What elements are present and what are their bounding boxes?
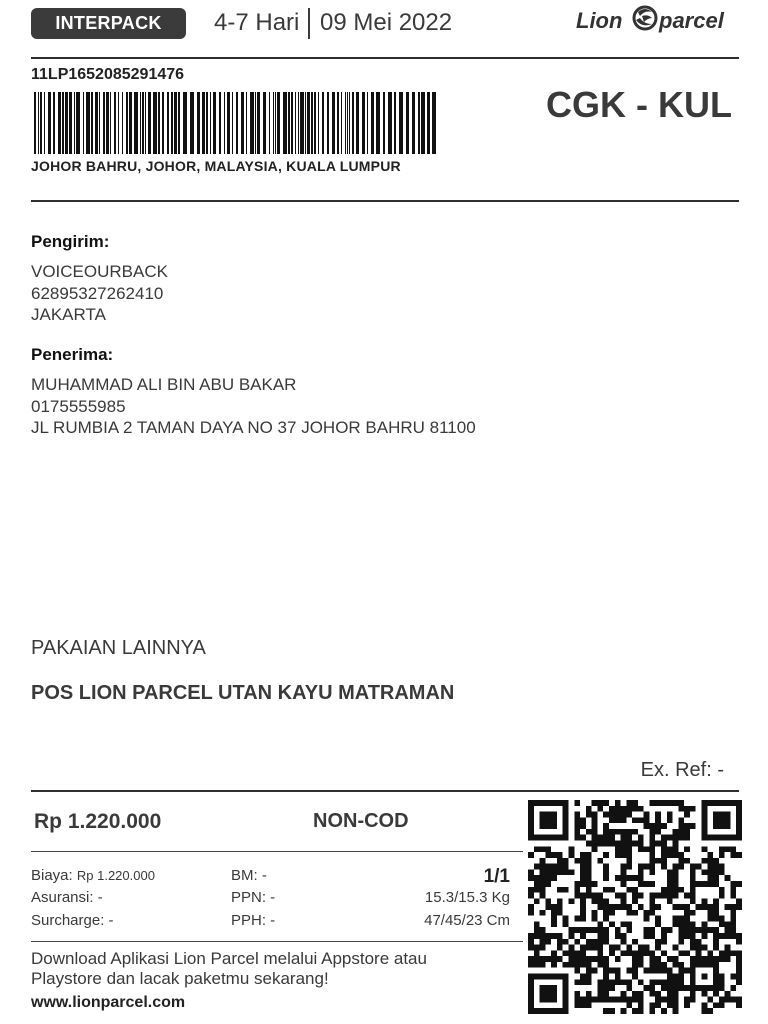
biaya-row	[31, 867, 155, 884]
biaya-label: Biaya:	[31, 867, 73, 884]
sender-block	[31, 261, 168, 326]
pph: PPH: -	[231, 912, 276, 929]
dimensions: 47/45/23 Cm	[424, 912, 510, 929]
recipient-label: Penerima:	[31, 345, 114, 364]
summary-rule	[31, 790, 739, 792]
delivery-eta: 4-7 Hari	[214, 9, 300, 36]
sender-city: JAKARTA	[31, 305, 106, 324]
svg-text:Lion: Lion	[576, 8, 623, 33]
total-price: Rp 1.220.000	[34, 810, 162, 833]
lion-parcel-logo	[576, 4, 744, 36]
sender-name: VOICEOURBACK	[31, 262, 168, 281]
header-rule	[31, 57, 739, 59]
lion-mane-icon	[634, 7, 656, 29]
header-divider	[308, 8, 310, 39]
destination-city: JOHOR BAHRU, JOHOR, MALAYSIA, KUALA LUMPUR	[31, 158, 401, 174]
footer-rule	[31, 941, 523, 942]
awb-barcode	[34, 92, 438, 154]
recipient-block	[31, 374, 476, 439]
app-download-message: Download Aplikasi Lion Parcel melalui Appstore atau Playstore dan lacak paketmu sekarang!	[31, 949, 427, 988]
website-link[interactable]: www.lionparcel.com	[31, 994, 186, 1011]
biaya-value: Rp 1.220.000	[76, 868, 155, 883]
cod-status: NON-COD	[313, 810, 409, 832]
sender-label: Pengirim:	[31, 232, 110, 251]
surcharge: Surcharge: -	[31, 912, 114, 929]
recipient-name: MUHAMMAD ALI BIN ABU BAKAR	[31, 375, 297, 394]
price-rule	[31, 851, 523, 852]
awb-number: 11LP1652085291476	[31, 66, 185, 83]
origin-pos: POS LION PARCEL UTAN KAYU MATRAMAN	[31, 682, 455, 704]
piece-count: 1/1	[483, 866, 510, 887]
recipient-address: JL RUMBIA 2 TAMAN DAYA NO 37 JOHOR BAHRU 81100	[31, 418, 476, 437]
bea-masuk: BM: -	[231, 867, 267, 884]
svg-text:parcel: parcel	[659, 8, 724, 33]
sender-phone: 62895327262410	[31, 283, 164, 303]
section-rule	[31, 200, 739, 202]
external-reference: Ex. Ref: -	[640, 759, 724, 781]
recipient-phone: 0175555985	[31, 396, 126, 416]
goods-category: PAKAIAN LAINNYA	[31, 637, 206, 659]
qr-code	[528, 800, 742, 1014]
ppn: PPN: -	[231, 889, 276, 906]
weight: 15.3/15.3 Kg	[424, 889, 510, 906]
shipment-date: 09 Mei 2022	[320, 9, 453, 36]
service-badge: INTERPACK	[31, 8, 186, 39]
asuransi: Asuransi: -	[31, 889, 103, 906]
route-code: CGK - KUL	[546, 84, 732, 125]
